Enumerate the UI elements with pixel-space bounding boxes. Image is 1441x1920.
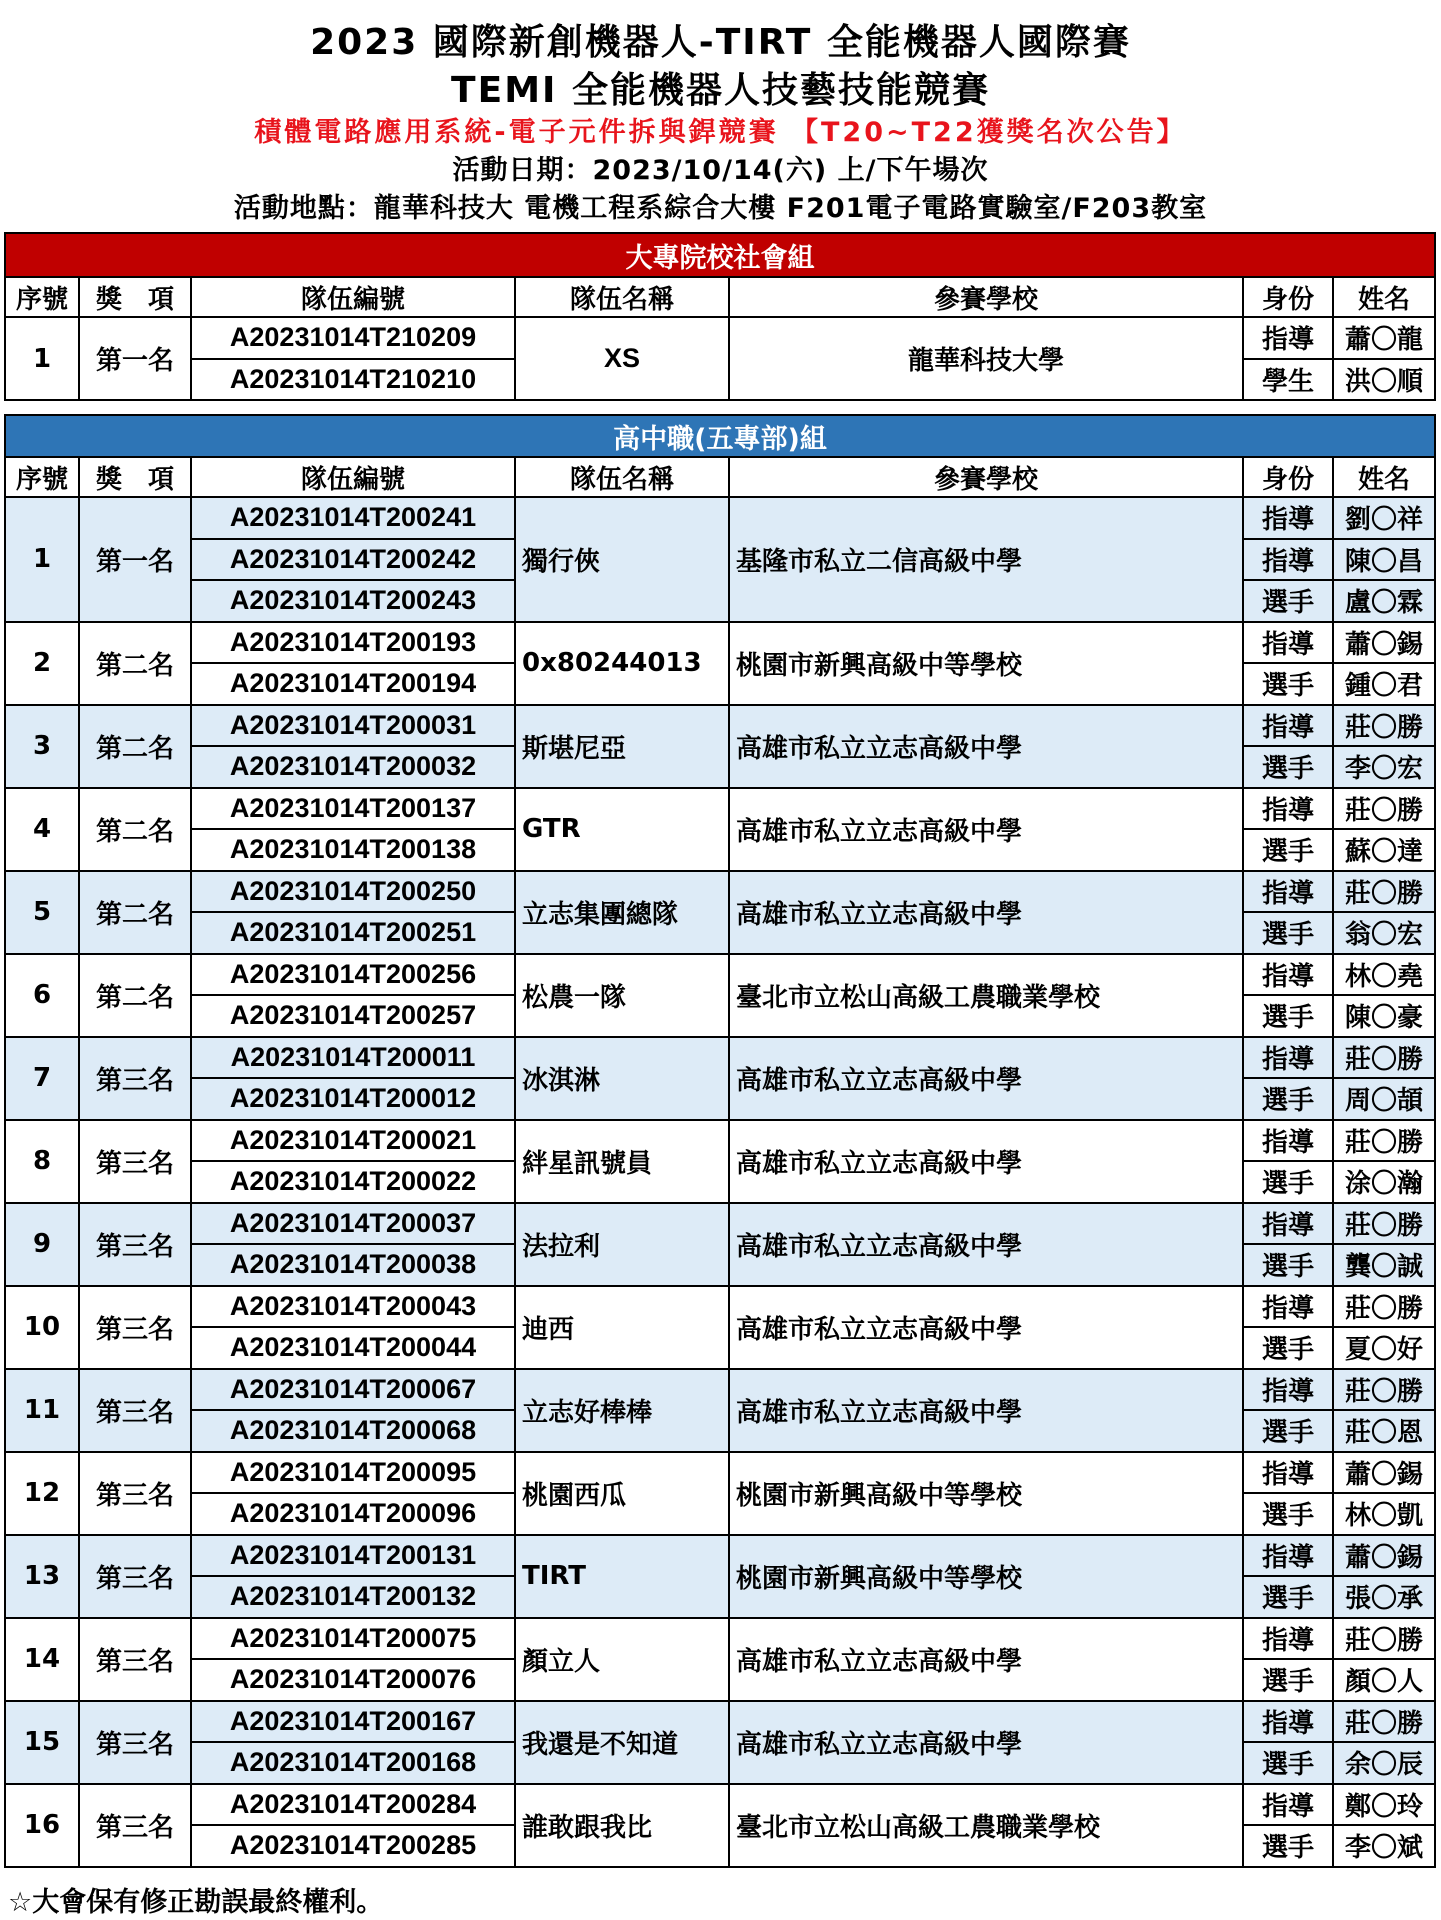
team-id: A20231014T200021 xyxy=(191,1120,515,1162)
team-name: 松農一隊 xyxy=(515,954,729,1037)
team-id: A20231014T200037 xyxy=(191,1203,515,1245)
row-number: 1 xyxy=(5,317,79,400)
role: 指導 xyxy=(1243,1369,1333,1411)
team-id: A20231014T200044 xyxy=(191,1327,515,1369)
team-name: XS xyxy=(515,317,729,400)
team-id: A20231014T200031 xyxy=(191,705,515,747)
team-name: 桃園西瓜 xyxy=(515,1452,729,1535)
group-title: 高中職(五專部)組 xyxy=(5,415,1435,457)
person-name: 鍾〇君 xyxy=(1333,663,1435,705)
team-id: A20231014T200243 xyxy=(191,580,515,622)
table-row xyxy=(5,317,1435,359)
row-number: 8 xyxy=(5,1120,79,1203)
col-no-header: 序號 xyxy=(5,277,79,317)
person-name: 莊〇勝 xyxy=(1333,1037,1435,1079)
row-number: 12 xyxy=(5,1452,79,1535)
table-row xyxy=(5,705,1435,747)
role: 指導 xyxy=(1243,954,1333,996)
team-name: 冰淇淋 xyxy=(515,1037,729,1120)
award: 第三名 xyxy=(79,1784,191,1867)
role: 指導 xyxy=(1243,1784,1333,1826)
team-id: A20231014T200131 xyxy=(191,1535,515,1577)
role: 選手 xyxy=(1243,1493,1333,1535)
school: 高雄市私立立志高級中學 xyxy=(729,705,1243,788)
school: 高雄市私立立志高級中學 xyxy=(729,1369,1243,1452)
team-id: A20231014T200137 xyxy=(191,788,515,830)
person-name: 陳〇豪 xyxy=(1333,995,1435,1037)
person-name: 蕭〇龍 xyxy=(1333,317,1435,359)
team-id: A20231014T200193 xyxy=(191,622,515,664)
team-id: A20231014T200284 xyxy=(191,1784,515,1826)
role: 指導 xyxy=(1243,1701,1333,1743)
team-id: A20231014T200068 xyxy=(191,1410,515,1452)
role: 選手 xyxy=(1243,1742,1333,1784)
column-header-row xyxy=(5,457,1435,497)
team-id: A20231014T210210 xyxy=(191,359,515,401)
role: 選手 xyxy=(1243,1659,1333,1701)
role: 指導 xyxy=(1243,497,1333,539)
person-name: 陳〇昌 xyxy=(1333,539,1435,581)
award: 第三名 xyxy=(79,1120,191,1203)
team-id: A20231014T200076 xyxy=(191,1659,515,1701)
footer-note: ☆大會保有修正勘誤最終權利。 xyxy=(8,1887,384,1918)
team-id: A20231014T200032 xyxy=(191,746,515,788)
row-number: 1 xyxy=(5,497,79,622)
person-name: 蕭〇錫 xyxy=(1333,1535,1435,1577)
role: 指導 xyxy=(1243,1452,1333,1494)
col-name-header: 姓名 xyxy=(1333,277,1435,317)
person-name: 蕭〇錫 xyxy=(1333,1452,1435,1494)
school: 臺北市立松山高級工農職業學校 xyxy=(729,1784,1243,1867)
team-id: A20231014T200132 xyxy=(191,1576,515,1618)
role: 指導 xyxy=(1243,1037,1333,1079)
role: 選手 xyxy=(1243,1244,1333,1286)
role: 選手 xyxy=(1243,995,1333,1037)
row-number: 6 xyxy=(5,954,79,1037)
team-name: 法拉利 xyxy=(515,1203,729,1286)
group-title-row xyxy=(5,233,1435,277)
team-id: A20231014T200168 xyxy=(191,1742,515,1784)
person-name: 蘇〇達 xyxy=(1333,829,1435,871)
team-id: A20231014T200096 xyxy=(191,1493,515,1535)
school: 桃園市新興高級中等學校 xyxy=(729,622,1243,705)
person-name: 夏〇好 xyxy=(1333,1327,1435,1369)
table-row xyxy=(5,1369,1435,1411)
team-id: A20231014T200242 xyxy=(191,539,515,581)
award: 第一名 xyxy=(79,497,191,622)
team-id: A20231014T210209 xyxy=(191,317,515,359)
column-header-row xyxy=(5,277,1435,317)
person-name: 劉〇祥 xyxy=(1333,497,1435,539)
role: 指導 xyxy=(1243,1203,1333,1245)
team-name: 顏立人 xyxy=(515,1618,729,1701)
role: 選手 xyxy=(1243,580,1333,622)
table-row xyxy=(5,622,1435,664)
col-role-header: 身份 xyxy=(1243,277,1333,317)
role: 選手 xyxy=(1243,1410,1333,1452)
award: 第三名 xyxy=(79,1203,191,1286)
team-id: A20231014T200251 xyxy=(191,912,515,954)
person-name: 李〇斌 xyxy=(1333,1825,1435,1867)
col-school-header: 參賽學校 xyxy=(729,457,1243,497)
role: 選手 xyxy=(1243,1078,1333,1120)
team-name: TIRT xyxy=(515,1535,729,1618)
team-name: 立志集團總隊 xyxy=(515,871,729,954)
school: 高雄市私立立志高級中學 xyxy=(729,1701,1243,1784)
table-row xyxy=(5,1701,1435,1743)
col-team-name-header: 隊伍名稱 xyxy=(515,457,729,497)
row-number: 2 xyxy=(5,622,79,705)
table-row xyxy=(5,1784,1435,1826)
team-name: 絆星訊號員 xyxy=(515,1120,729,1203)
table-row xyxy=(5,954,1435,996)
team-id: A20231014T200075 xyxy=(191,1618,515,1660)
person-name: 張〇承 xyxy=(1333,1576,1435,1618)
role: 指導 xyxy=(1243,871,1333,913)
award: 第二名 xyxy=(79,954,191,1037)
person-name: 莊〇勝 xyxy=(1333,1701,1435,1743)
person-name: 莊〇勝 xyxy=(1333,871,1435,913)
team-name: 立志好棒棒 xyxy=(515,1369,729,1452)
school: 高雄市私立立志高級中學 xyxy=(729,1618,1243,1701)
person-name: 洪〇順 xyxy=(1333,359,1435,401)
group-title-row xyxy=(5,415,1435,457)
person-name: 莊〇勝 xyxy=(1333,705,1435,747)
school: 桃園市新興高級中等學校 xyxy=(729,1535,1243,1618)
table-row xyxy=(5,788,1435,830)
col-no-header: 序號 xyxy=(5,457,79,497)
school: 高雄市私立立志高級中學 xyxy=(729,1120,1243,1203)
col-award-header: 獎 項 xyxy=(79,457,191,497)
college-group-table xyxy=(4,232,1436,401)
award: 第三名 xyxy=(79,1452,191,1535)
award: 第三名 xyxy=(79,1535,191,1618)
team-name: 斯堪尼亞 xyxy=(515,705,729,788)
person-name: 盧〇霖 xyxy=(1333,580,1435,622)
person-name: 翁〇宏 xyxy=(1333,912,1435,954)
row-number: 4 xyxy=(5,788,79,871)
role: 指導 xyxy=(1243,1535,1333,1577)
team-id: A20231014T200241 xyxy=(191,497,515,539)
role: 選手 xyxy=(1243,829,1333,871)
row-number: 14 xyxy=(5,1618,79,1701)
school: 高雄市私立立志高級中學 xyxy=(729,1037,1243,1120)
person-name: 李〇宏 xyxy=(1333,746,1435,788)
col-name-header: 姓名 xyxy=(1333,457,1435,497)
row-number: 13 xyxy=(5,1535,79,1618)
award: 第三名 xyxy=(79,1701,191,1784)
role: 選手 xyxy=(1243,1327,1333,1369)
person-name: 林〇凱 xyxy=(1333,1493,1435,1535)
team-id: A20231014T200257 xyxy=(191,995,515,1037)
table-row xyxy=(5,1120,1435,1162)
team-name: 獨行俠 xyxy=(515,497,729,622)
row-number: 3 xyxy=(5,705,79,788)
person-name: 莊〇恩 xyxy=(1333,1410,1435,1452)
role: 選手 xyxy=(1243,1825,1333,1867)
row-number: 16 xyxy=(5,1784,79,1867)
event-date: 活動日期：2023/10/14(六) 上/下午場次 xyxy=(452,155,989,186)
person-name: 莊〇勝 xyxy=(1333,1286,1435,1328)
team-id: A20231014T200043 xyxy=(191,1286,515,1328)
school: 桃園市新興高級中等學校 xyxy=(729,1452,1243,1535)
team-id: A20231014T200285 xyxy=(191,1825,515,1867)
subtitle: 積體電路應用系統-電子元件拆與銲競賽 【T20~T22獲獎名次公告】 xyxy=(254,117,1187,148)
table-row xyxy=(5,1535,1435,1577)
team-id: A20231014T200194 xyxy=(191,663,515,705)
award: 第三名 xyxy=(79,1037,191,1120)
col-school-header: 參賽學校 xyxy=(729,277,1243,317)
table-row xyxy=(5,1203,1435,1245)
person-name: 莊〇勝 xyxy=(1333,1369,1435,1411)
role: 指導 xyxy=(1243,1618,1333,1660)
person-name: 龔〇誠 xyxy=(1333,1244,1435,1286)
team-name: 我還是不知道 xyxy=(515,1701,729,1784)
col-team-id-header: 隊伍編號 xyxy=(191,277,515,317)
person-name: 余〇辰 xyxy=(1333,1742,1435,1784)
col-team-name-header: 隊伍名稱 xyxy=(515,277,729,317)
team-id: A20231014T200011 xyxy=(191,1037,515,1079)
role: 學生 xyxy=(1243,359,1333,401)
col-role-header: 身份 xyxy=(1243,457,1333,497)
school: 臺北市立松山高級工農職業學校 xyxy=(729,954,1243,1037)
person-name: 林〇堯 xyxy=(1333,954,1435,996)
team-name: 0x80244013 xyxy=(515,622,729,705)
team-id: A20231014T200256 xyxy=(191,954,515,996)
role: 指導 xyxy=(1243,705,1333,747)
person-name: 莊〇勝 xyxy=(1333,788,1435,830)
award: 第二名 xyxy=(79,705,191,788)
person-name: 莊〇勝 xyxy=(1333,1120,1435,1162)
team-id: A20231014T200250 xyxy=(191,871,515,913)
person-name: 蕭〇錫 xyxy=(1333,622,1435,664)
award: 第二名 xyxy=(79,871,191,954)
row-number: 9 xyxy=(5,1203,79,1286)
highschool-group-table xyxy=(4,414,1436,1868)
role: 選手 xyxy=(1243,663,1333,705)
team-id: A20231014T200095 xyxy=(191,1452,515,1494)
team-name: GTR xyxy=(515,788,729,871)
table-row xyxy=(5,1452,1435,1494)
team-id: A20231014T200038 xyxy=(191,1244,515,1286)
school: 高雄市私立立志高級中學 xyxy=(729,788,1243,871)
role: 指導 xyxy=(1243,1120,1333,1162)
row-number: 7 xyxy=(5,1037,79,1120)
table-row xyxy=(5,497,1435,539)
award: 第一名 xyxy=(79,317,191,400)
team-id: A20231014T200167 xyxy=(191,1701,515,1743)
row-number: 11 xyxy=(5,1369,79,1452)
team-id: A20231014T200022 xyxy=(191,1161,515,1203)
school: 高雄市私立立志高級中學 xyxy=(729,1203,1243,1286)
table-row xyxy=(5,871,1435,913)
col-team-id-header: 隊伍編號 xyxy=(191,457,515,497)
role: 選手 xyxy=(1243,1576,1333,1618)
role: 指導 xyxy=(1243,1286,1333,1328)
school: 高雄市私立立志高級中學 xyxy=(729,1286,1243,1369)
school: 高雄市私立立志高級中學 xyxy=(729,871,1243,954)
person-name: 顏〇人 xyxy=(1333,1659,1435,1701)
person-name: 周〇頡 xyxy=(1333,1078,1435,1120)
team-name: 誰敢跟我比 xyxy=(515,1784,729,1867)
title-line-1: 2023 國際新創機器人-TIRT 全能機器人國際賽 xyxy=(310,22,1131,63)
person-name: 鄭〇玲 xyxy=(1333,1784,1435,1826)
award: 第三名 xyxy=(79,1286,191,1369)
person-name: 莊〇勝 xyxy=(1333,1203,1435,1245)
school: 龍華科技大學 xyxy=(729,317,1243,400)
role: 指導 xyxy=(1243,788,1333,830)
group-title: 大專院校社會組 xyxy=(5,233,1435,277)
person-name: 莊〇勝 xyxy=(1333,1618,1435,1660)
row-number: 10 xyxy=(5,1286,79,1369)
role: 指導 xyxy=(1243,317,1333,359)
team-name: 迪西 xyxy=(515,1286,729,1369)
row-number: 15 xyxy=(5,1701,79,1784)
role: 指導 xyxy=(1243,539,1333,581)
table-row xyxy=(5,1618,1435,1660)
award: 第二名 xyxy=(79,622,191,705)
person-name: 涂〇瀚 xyxy=(1333,1161,1435,1203)
role: 選手 xyxy=(1243,912,1333,954)
team-id: A20231014T200012 xyxy=(191,1078,515,1120)
col-award-header: 獎 項 xyxy=(79,277,191,317)
row-number: 5 xyxy=(5,871,79,954)
award: 第二名 xyxy=(79,788,191,871)
school: 基隆市私立二信高級中學 xyxy=(729,497,1243,622)
role: 選手 xyxy=(1243,746,1333,788)
team-id: A20231014T200138 xyxy=(191,829,515,871)
event-venue: 活動地點：龍華科技大 電機工程系綜合大樓 F201電子電路實驗室/F203教室 xyxy=(233,193,1208,224)
table-row xyxy=(5,1037,1435,1079)
role: 指導 xyxy=(1243,622,1333,664)
table-row xyxy=(5,1286,1435,1328)
award: 第三名 xyxy=(79,1369,191,1452)
team-id: A20231014T200067 xyxy=(191,1369,515,1411)
role: 選手 xyxy=(1243,1161,1333,1203)
award: 第三名 xyxy=(79,1618,191,1701)
title-line-2: TEMI 全能機器人技藝技能競賽 xyxy=(451,70,990,111)
